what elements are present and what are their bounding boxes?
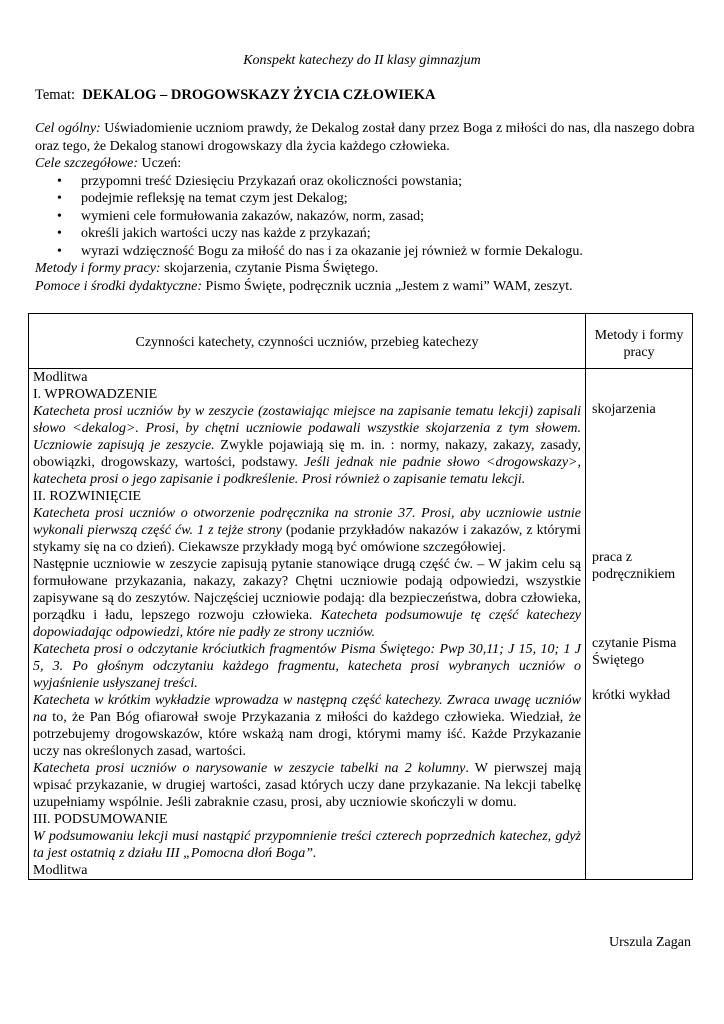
list-item bbox=[35, 190, 695, 208]
dev-italic-1: Katecheta prosi uczniów o otworzenie podręcznika na stronie 37. Prosi, aby uczniowie ustnie wykonali pierwszą część ćw. 1 z tejże strony bbox=[33, 506, 581, 538]
intro-italic-1: Katecheta prosi uczniów by w zeszycie (zostawiając miejsce na zapisanie tematu lekcji) zapisali słowo <dekalog>. Prosi, by chętni uczniowie podawali wszystkie skojarzenia z tym słowem. Uczniowie zapisują je zeszycie. bbox=[33, 404, 581, 453]
intro-italic-2: Jeśli jednak nie padnie słowo <drogowskazy>, katecheta prosi o jego zapisanie i podkreślenie. Prosi również o zapisanie tematu lekcji. bbox=[33, 455, 581, 487]
summary-italic: W podsumowaniu lekcji musi nastąpić przypomnienie treści czterech poprzednich katechez, gdyż ta jest ostatnią z działu III „Pomocna dłoń Boga”. bbox=[33, 829, 581, 861]
specific-goals-label: Cele szczegółowe: bbox=[35, 156, 139, 171]
dev-italic-3: Katecheta prosi o odczytanie króciutkich fragmentów Pisma Świętego: Pwp 30,11; J 15, 10; 1 J 5, 3. Po głośnym odczytaniu każdego fragmentu, katecheta prosi wybranych uczniów o wyjaśnienie usłyszanej treści. bbox=[33, 642, 581, 691]
method-scripture-reading: czytanie Pisma Świętego bbox=[592, 636, 677, 668]
methods-line bbox=[35, 260, 695, 278]
prayer-start: Modlitwa bbox=[33, 370, 88, 385]
aids-label: Pomoce i środki dydaktyczne: bbox=[35, 278, 203, 294]
aids-text: Pismo Święte, podręcznik ucznia „Jestem z wami” WAM, zeszyt. bbox=[205, 278, 573, 294]
bullet-icon: • bbox=[57, 243, 62, 259]
dev-normal-5: . W pierwszej mają wpisać przykazanie, w drugiej wartości, zasad których uczy dane przykazanie. Na lekcji tabelkę uzupełniamy wspólnie. Jeśli zabraknie czasu, prosi, aby uczniowie skończyli w domu. bbox=[33, 761, 581, 810]
section-development-title: II. ROZWINIĘCIE bbox=[33, 489, 142, 504]
dev-normal-1: (podanie przykładów nakazów i zakazów, z którymi stykamy się na co dzień). Ciekawsze przykłady mogą być omówione szczegółowiej. bbox=[33, 523, 582, 555]
method-associations: skojarzenia bbox=[592, 402, 656, 417]
document-header: Konspekt katechezy do II klasy gimnazjum bbox=[243, 53, 481, 68]
development-paragraph-5 bbox=[33, 760, 581, 811]
aids-line bbox=[35, 278, 695, 296]
specific-goals-heading bbox=[35, 155, 695, 173]
summary-text bbox=[33, 828, 581, 862]
goal-text: wyrazi wdzięczność Bogu za miłość do nas i za okazanie jej również w formie Dekalogu. bbox=[81, 243, 583, 259]
method-short-lecture: krótki wykład bbox=[592, 688, 671, 703]
introduction-text bbox=[33, 403, 581, 488]
list-item bbox=[35, 225, 695, 243]
section-introduction-title: I. WPROWADZENIE bbox=[33, 387, 158, 402]
bullet-icon: • bbox=[57, 208, 62, 224]
dev-italic-4: Katecheta w krótkim wykładzie wprowadza w następną część katechezy. Zwraca uwagę uczniów na bbox=[33, 693, 581, 725]
development-paragraph-2 bbox=[33, 556, 581, 641]
list-item bbox=[35, 243, 695, 261]
intro-normal-1: Zwykle pojawiają się m. in. : normy, nakazy, zakazy, zasady, obowiązki, drogowskazy, wartości, podstawy. bbox=[33, 438, 581, 470]
dev-italic-2: Katecheta podsumowuje tę część katechezy dopowiadając odpowiedzi, które nie padły ze strony uczniów. bbox=[33, 608, 582, 640]
lesson-course-cell bbox=[29, 369, 586, 880]
development-paragraph-1 bbox=[33, 505, 581, 556]
section-summary-title: III. PODSUMOWANIE bbox=[33, 812, 168, 827]
lesson-goals bbox=[35, 120, 695, 295]
list-item bbox=[35, 208, 695, 226]
goal-text: określi jakich wartości uczy nas każde z przykazań; bbox=[81, 226, 371, 241]
goal-text: podejmie refleksję na temat czym jest Dekalog; bbox=[81, 191, 348, 206]
table-header-methods: Metody i formy pracy bbox=[586, 314, 693, 369]
general-goal-label: Cel ogólny: bbox=[35, 121, 101, 136]
specific-goals-intro: Uczeń: bbox=[141, 156, 182, 171]
topic-line bbox=[35, 87, 435, 104]
bullet-icon: • bbox=[57, 173, 62, 189]
dev-normal-4: to, że Pan Bóg ofiarował swoje Przykazania z miłości do każdego człowieka. Wiedział, że potrzebujemy drogowskazów, które wskażą nam drogi, którymi mamy iść. Każde Przykazanie uczy nas określonych zasad, wartości. bbox=[33, 710, 581, 759]
methods-text: skojarzenia, czytanie Pisma Świętego. bbox=[164, 261, 379, 276]
table-header-activities: Czynności katechety, czynności uczniów, przebieg katechezy bbox=[29, 314, 586, 369]
development-paragraph-4 bbox=[33, 692, 581, 760]
prayer-end: Modlitwa bbox=[33, 863, 88, 878]
development-paragraph-3 bbox=[33, 641, 581, 692]
dev-normal-2: Następnie uczniowie w zeszycie zapisują pytanie stanowiące drugą część ćw. – W jakim celu są formułowane przykazania, nakazy, zakazy? Chętni uczniowie podają odpowiedzi, wszystkie zapisywane są do zeszytów. Najczęściej uczniowie podają: dla bezpieczeństwa, dobra człowieka, porządku i ładu, lepszego rozwoju człowieka. bbox=[33, 557, 581, 623]
topic-label: Temat: bbox=[35, 87, 76, 103]
list-item bbox=[35, 173, 695, 191]
methods-cell bbox=[586, 369, 693, 880]
bullet-icon: • bbox=[57, 191, 62, 206]
general-goal bbox=[35, 120, 695, 155]
dev-italic-5: Katecheta prosi uczniów o narysowanie w zeszycie tabelki na 2 kolumny bbox=[33, 761, 466, 776]
table-row bbox=[29, 369, 693, 880]
method-textbook-work: praca z podręcznikiem bbox=[592, 550, 676, 582]
bullet-icon: • bbox=[57, 226, 62, 241]
specific-goals-list bbox=[35, 173, 695, 261]
lesson-table bbox=[28, 313, 693, 880]
topic-title: DEKALOG – DROGOWSKAZY ŻYCIA CZŁOWIEKA bbox=[82, 87, 436, 103]
table-header-row bbox=[29, 314, 693, 369]
goal-text: przypomni treść Dziesięciu Przykazań oraz okoliczności powstania; bbox=[81, 173, 462, 189]
goal-text: wymieni cele formułowania zakazów, nakazów, norm, zasad; bbox=[81, 208, 424, 224]
methods-label: Metody i formy pracy: bbox=[35, 261, 161, 276]
author-signature: Urszula Zagan bbox=[608, 935, 691, 950]
general-goal-text: Uświadomienie uczniom prawdy, że Dekalog został dany przez Boga z miłości do nas, dla naszego dobra oraz tego, że Dekalog stanowi drogowskazy dla życia każdego człowieka. bbox=[35, 121, 695, 154]
